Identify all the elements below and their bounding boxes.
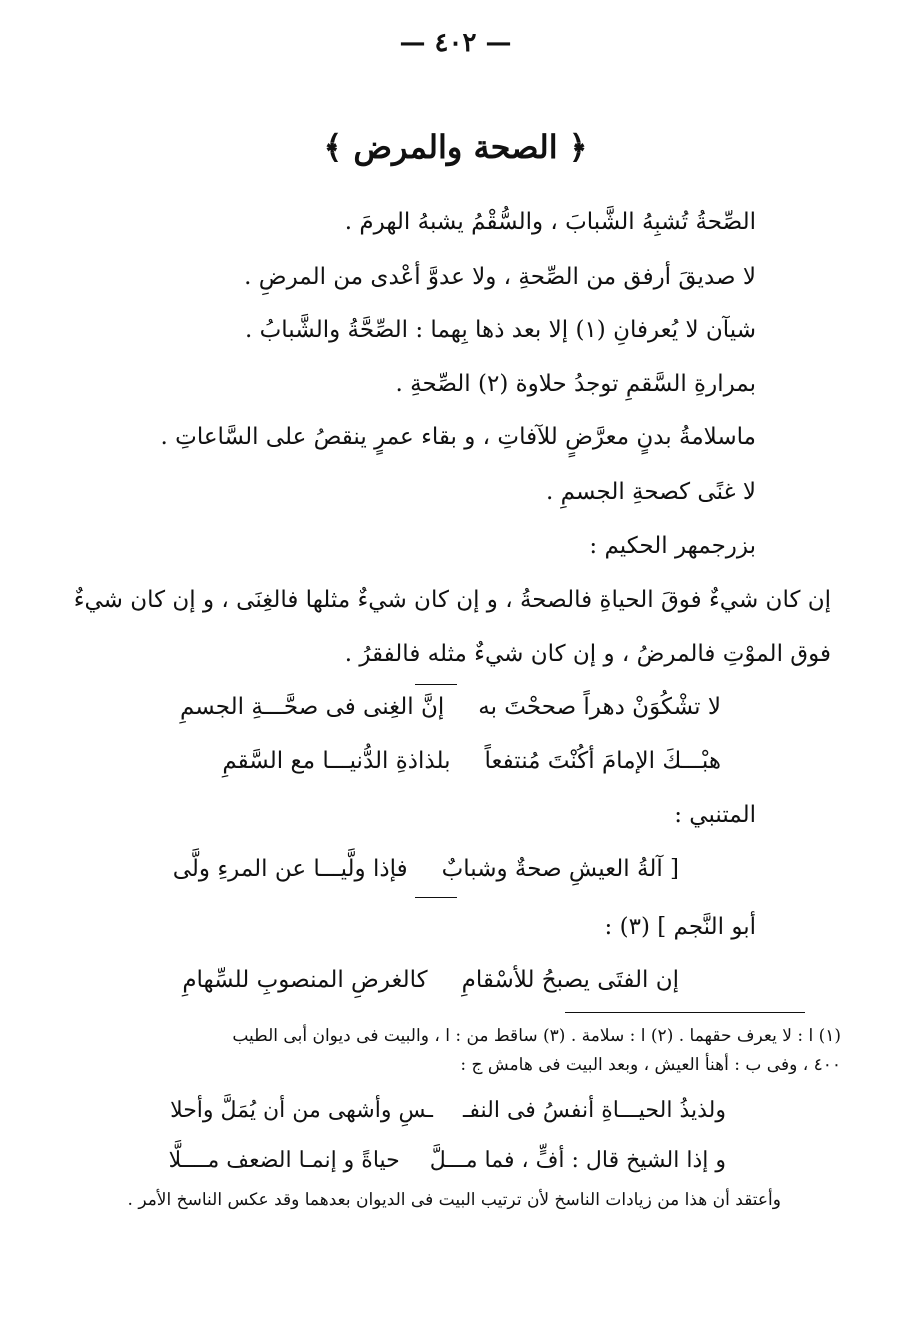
verse-1-hemistich-1: لا تشْكُوَنْ دهراً صححْتَ به <box>478 694 721 720</box>
footnote-verse-2 <box>169 1145 726 1177</box>
body-line-5: ماسلامةُ بدنٍ معرَّضٍ للآفاتِ ، و بقاء عمرٍ ينقصُ على السَّاعاتِ . <box>160 424 756 450</box>
body-line-8: إن كان شيءٌ فوقَ الحياةِ فالصحةُ ، و إن كان شيءٌ مثلها فالغِنَى ، و إن كان شيءٌ <box>73 587 831 613</box>
body-line-2: لا صديقَ أرفق من الصِّحةِ ، ولا عدوَّ أعْدى من المرضِ . <box>244 264 756 290</box>
body-line-4: بمرارةِ السَّقمِ توجدُ حلاوة (٢) الصِّحةِ . <box>395 371 756 397</box>
footnote-rule <box>565 1012 805 1013</box>
verse-3-hemistich-1: [ آلةُ العيشِ صحةٌ وشبابٌ <box>441 856 679 882</box>
footnote-line-2: ٤٠٠ ، وفى ب : أهنأ العيش ، وبعد البيت فى هامش ج : <box>460 1055 841 1075</box>
body-line-1: الصِّحةُ تُشبِهُ الشَّبابَ ، والسُّقْمُ يشبهُ الهرمَ . <box>344 209 756 235</box>
body-line-6: لا غنًى كصحةِ الجسمِ . <box>546 479 756 505</box>
footnote-verse-1-hemistich-1: ولذيذُ الحيـــاةِ أنفسُ فى النفـ <box>462 1098 726 1123</box>
page-number: — ٤٠٢ — <box>399 28 512 58</box>
footnote-verse-1 <box>170 1095 726 1127</box>
poet-name-abu-najm: أبو النَّجم ] (٣) : <box>604 914 756 940</box>
poet-name-mutanabbi: المتنبي : <box>674 802 756 828</box>
verse-2 <box>222 744 721 778</box>
body-line-3: شيآن لا يُعرفانِ (١) إلا بعد ذها بِهما : الصِّحَّةُ والشَّبابُ . <box>244 317 756 343</box>
verse-1 <box>180 690 721 724</box>
verse-4-hemistich-2: كالغرضِ المنصوبِ للسِّهامِ <box>182 967 428 993</box>
verse-2-hemistich-2: بلذاذةِ الدُّنيـــا مع السَّقمِ <box>222 748 451 774</box>
footnote-verse-2-hemistich-1: و إذا الشيخ قال : أفٍّ ، فما مـــلَّ <box>429 1148 726 1173</box>
verse-4-hemistich-1: إن الفتَى يصبحُ للأسْقامِ <box>461 967 679 993</box>
separator-rule <box>415 684 457 685</box>
body-line-9: فوق الموْتِ فالمرضُ ، و إن كان شيءٌ مثله فالفقرُ . <box>344 641 831 667</box>
footnote-line-1: (١) ا : لا يعرف حقهما . (٢) ا : سلامة . (٣) ساقط من : ا ، والبيت فى ديوان أبى الطيب <box>232 1026 841 1046</box>
verse-3 <box>173 852 679 886</box>
separator-rule-2 <box>415 897 457 898</box>
footnote-verse-2-hemistich-2: حياةً و إنمـا الضعف مــــلَّا <box>168 1148 400 1173</box>
footnote-verse-1-hemistich-2: ـسِ وأشهى من أن يُمَلَّ وأحلا <box>170 1098 433 1123</box>
verse-3-hemistich-2: فإذا ولَّيـــا عن المرءِ ولَّى <box>172 856 408 882</box>
verse-4 <box>182 963 679 997</box>
verse-1-hemistich-2: إنَّ الغِنى فى صحَّـــةِ الجسمِ <box>179 694 445 720</box>
footnote-line-3: وأعتقد أن هذا من زيادات الناسخ لأن ترتيب البيت فى الديوان بعدهما وقد عكس الناسخ الأمر . <box>127 1190 781 1210</box>
verse-2-hemistich-1: هبْـــكَ الإمامَ أكُنْتَ مُنتفعاً <box>484 748 721 774</box>
chapter-title: ﴿ الصحة والمرض ﴾ <box>323 128 588 166</box>
body-line-7: بزرجمهر الحكيم : <box>589 533 756 559</box>
